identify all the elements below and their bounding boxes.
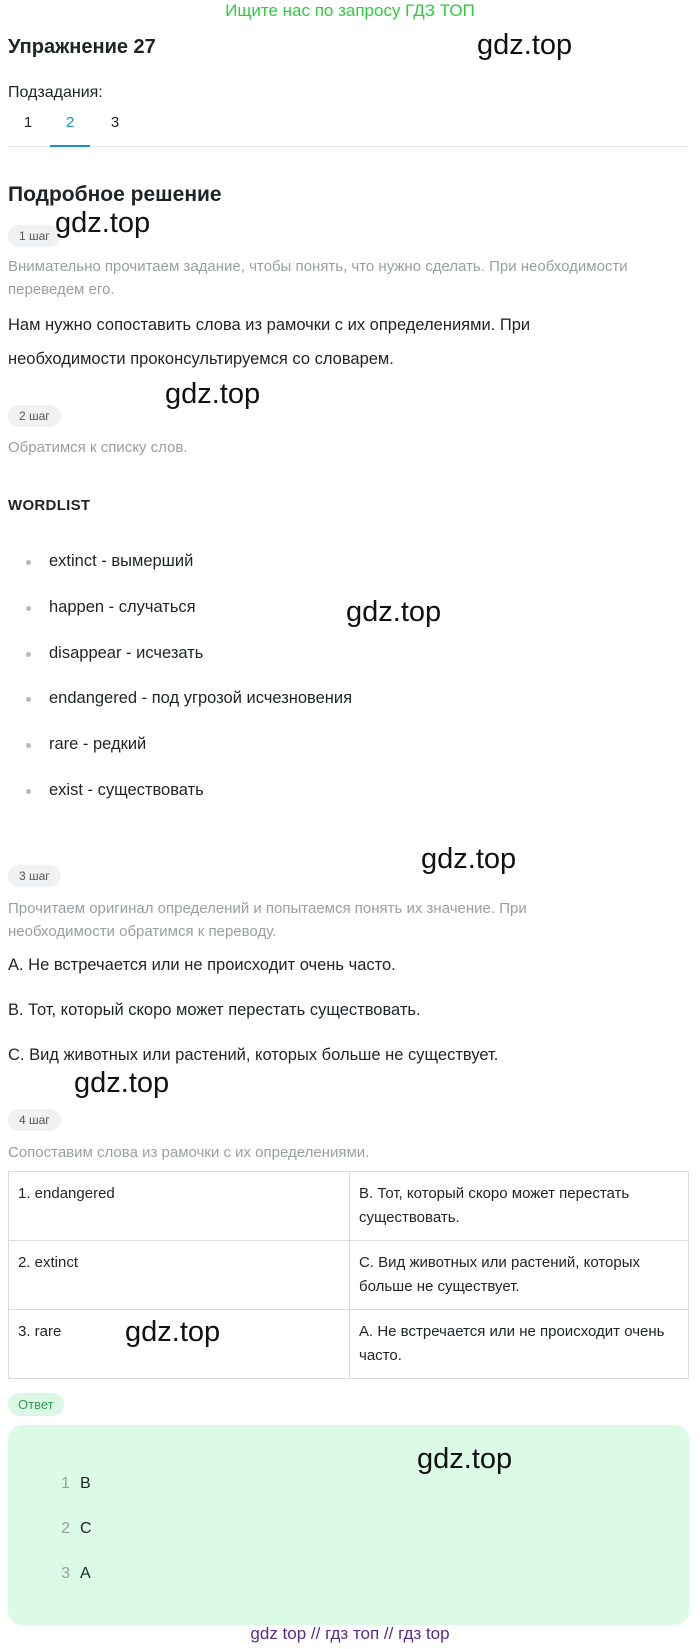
tab-subtask-3[interactable]: 3	[110, 114, 120, 131]
step-4-hint: Сопоставим слова из рамочки с их определениями.	[8, 1144, 370, 1161]
step-1-badge: 1 шаг	[8, 225, 61, 247]
watermark: gdz.top	[125, 1316, 221, 1348]
word-happen: happen - случаться	[49, 598, 196, 616]
word-disappear: disappear - исчезать	[49, 644, 204, 662]
step-3-badge: 3 шаг	[8, 865, 61, 887]
bullet-icon	[26, 606, 31, 611]
search-banner[interactable]: Ищите нас по запросу ГДЗ ТОП	[225, 1, 475, 20]
answer-value: C	[80, 1520, 92, 1537]
step-1-hint: Внимательно прочитаем задание, чтобы понять, что нужно сделать. При необходимости переведем его.	[8, 258, 628, 298]
solution-title: Подробное решение	[8, 183, 222, 206]
list-item	[49, 689, 352, 708]
definition-b: B. Тот, который скоро может перестать существовать.	[8, 1001, 421, 1019]
table-row	[9, 1310, 689, 1379]
bullet-icon	[26, 743, 31, 748]
step-2-hint: Обратимся к списку слов.	[8, 439, 188, 456]
answer-number: 2	[61, 1520, 70, 1537]
list-item	[49, 735, 146, 754]
definition-a: A. Не встречается или не происходит очень часто.	[8, 956, 396, 974]
answer-number: 1	[61, 1475, 70, 1492]
word-endangered: endangered - под угрозой исчезновения	[49, 689, 353, 707]
list-item	[49, 644, 203, 663]
step-1-text: Нам нужно сопоставить слова из рамочки с их определениями. При необходимости проконсультируемся со словарем.	[8, 316, 531, 368]
table-cell: A. Не встречается или не происходит очень часто.	[350, 1310, 689, 1379]
table-row	[9, 1241, 689, 1310]
definition-c: C. Вид животных или растений, которых больше не существует.	[8, 1046, 499, 1064]
table-cell: C. Вид животных или растений, которых больше не существует.	[350, 1241, 689, 1310]
list-item	[49, 552, 193, 571]
watermark: gdz.top	[165, 378, 261, 410]
matching-table	[8, 1171, 689, 1379]
word-rare: rare - редкий	[49, 735, 147, 753]
step-4-badge: 4 шаг	[8, 1109, 61, 1131]
table-cell: B. Тот, который скоро может перестать существовать.	[350, 1172, 689, 1241]
watermark: gdz.top	[417, 1443, 513, 1475]
list-item	[49, 781, 204, 800]
word-extinct: extinct - вымерший	[49, 552, 194, 570]
tab-subtask-2[interactable]: 2	[50, 112, 90, 147]
watermark: gdz.top	[477, 29, 573, 61]
watermark: gdz.top	[421, 843, 517, 875]
bullet-icon	[26, 697, 31, 702]
answer-item	[50, 1520, 92, 1538]
word-exist: exist - существовать	[49, 781, 204, 799]
table-cell: 1. endangered	[9, 1172, 350, 1241]
answer-item	[50, 1475, 91, 1493]
table-cell: 3. rare	[9, 1310, 350, 1379]
table-cell: 2. extinct	[9, 1241, 350, 1310]
step-2-badge: 2 шаг	[8, 405, 61, 427]
answer-item	[50, 1565, 91, 1583]
step-3-hint: Прочитаем оригинал определений и попытаемся понять их значение. При необходимости обратимся к переводу.	[8, 900, 527, 940]
subtasks-label: Подзадания:	[8, 84, 103, 101]
answer-value: A	[80, 1565, 91, 1582]
tab-subtask-1[interactable]: 1	[23, 114, 33, 131]
answer-badge: Ответ	[8, 1393, 64, 1416]
list-item	[49, 598, 196, 617]
watermark: gdz.top	[55, 207, 151, 239]
answer-number: 3	[61, 1565, 70, 1582]
table-row	[9, 1172, 689, 1241]
answer-box	[8, 1425, 689, 1625]
subtask-tabs	[8, 112, 688, 147]
exercise-title: Упражнение 27	[8, 36, 156, 58]
watermark: gdz.top	[74, 1067, 170, 1099]
answer-value: B	[80, 1475, 91, 1492]
wordlist-title: WORDLIST	[8, 497, 91, 514]
bullet-icon	[26, 652, 31, 657]
watermark: gdz.top	[346, 596, 442, 628]
bullet-icon	[26, 789, 31, 794]
bullet-icon	[26, 560, 31, 565]
footer-links[interactable]: gdz top // гдз топ // гдз top	[250, 1624, 450, 1643]
